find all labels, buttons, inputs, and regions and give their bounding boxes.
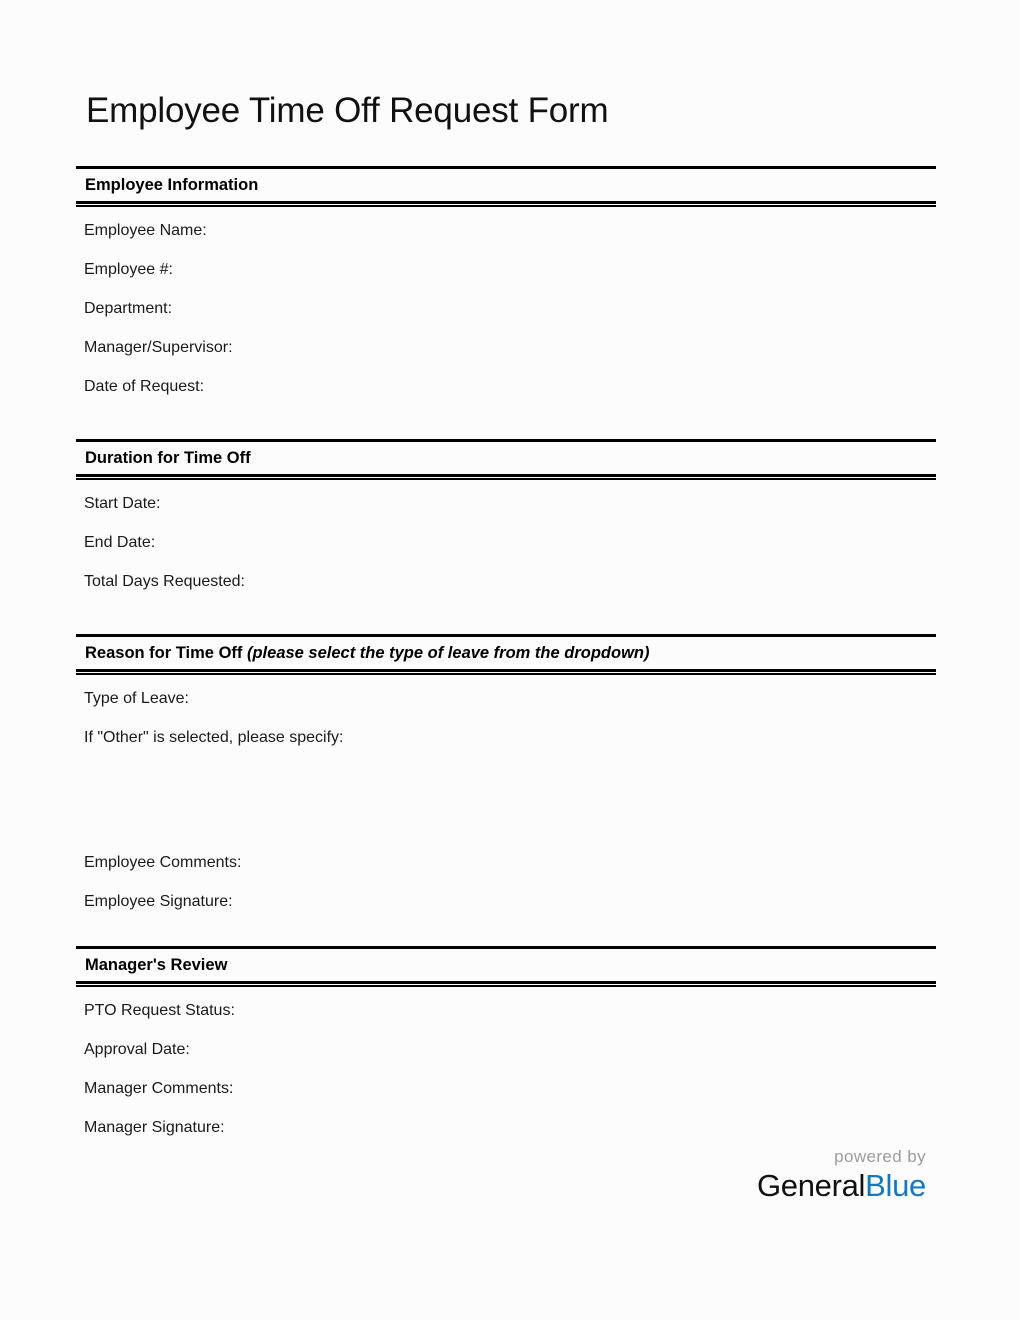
section-title [85,956,936,975]
field-label-employee-comments: Employee Comments: [84,853,242,871]
section-heading-text: Employee Information [85,176,259,194]
field-label-manager-supervisor: Manager/Supervisor: [84,338,233,356]
section-managers-review [76,946,936,1158]
section-employee-information [76,166,936,417]
section-heading-text: Manager's Review [85,956,228,974]
field-label-department: Department: [84,299,173,317]
other-specify-textarea[interactable] [76,768,936,854]
section-header-managers-review [76,946,936,984]
field-row[interactable] [76,729,936,768]
field-list-duration-for-time-off [76,477,936,612]
field-row[interactable] [76,378,936,417]
field-label-type-of-leave: Type of Leave: [84,689,189,707]
field-row[interactable] [76,1080,936,1119]
field-row[interactable] [76,534,936,573]
section-header-duration-for-time-off [76,439,936,477]
field-label-employee-signature: Employee Signature: [84,892,233,910]
section-header-employee-information [76,166,936,204]
section-heading-note: (please select the type of leave from the dropdown) [246,644,650,662]
field-label-employee-number: Employee #: [84,260,173,278]
section-heading-text: Reason for Time Off [85,644,243,662]
field-label-date-of-request: Date of Request: [84,377,205,395]
field-row[interactable] [76,1002,936,1041]
field-row[interactable] [76,1041,936,1080]
brand-name-general: General [756,1168,866,1203]
field-row[interactable] [76,893,936,932]
field-label-manager-signature: Manager Signature: [84,1118,225,1136]
section-reason-for-time-off [76,634,936,932]
field-row[interactable] [76,261,936,300]
section-title [85,449,936,468]
section-title [85,644,936,663]
field-row[interactable] [76,495,936,534]
field-row[interactable] [76,854,936,893]
field-label-approval-date: Approval Date: [84,1040,190,1058]
section-duration-for-time-off [76,439,936,612]
field-row[interactable] [76,339,936,378]
field-row[interactable] [76,690,936,729]
field-label-other-specify: If "Other" is selected, please specify: [84,728,344,746]
field-list-reason-for-time-off [76,672,936,932]
field-list-managers-review [76,984,936,1158]
field-row[interactable] [76,222,936,261]
field-label-pto-request-status: PTO Request Status: [84,1001,235,1019]
section-heading-text: Duration for Time Off [85,449,251,467]
field-label-total-days-requested: Total Days Requested: [84,572,245,590]
brand-name-blue: Blue [865,1168,926,1203]
powered-by-label: powered by [834,1147,926,1166]
footer-branding [757,1148,926,1201]
field-label-start-date: Start Date: [84,494,161,512]
section-header-reason-for-time-off [76,634,936,672]
field-row[interactable] [76,573,936,612]
field-list-employee-information [76,204,936,417]
field-label-end-date: End Date: [84,533,156,551]
field-row[interactable] [76,300,936,339]
field-label-employee-name: Employee Name: [84,221,207,239]
section-title [85,176,936,195]
field-label-manager-comments: Manager Comments: [84,1079,234,1097]
generalblue-logo [757,1170,926,1201]
page-title: Employee Time Off Request Form [86,91,609,131]
